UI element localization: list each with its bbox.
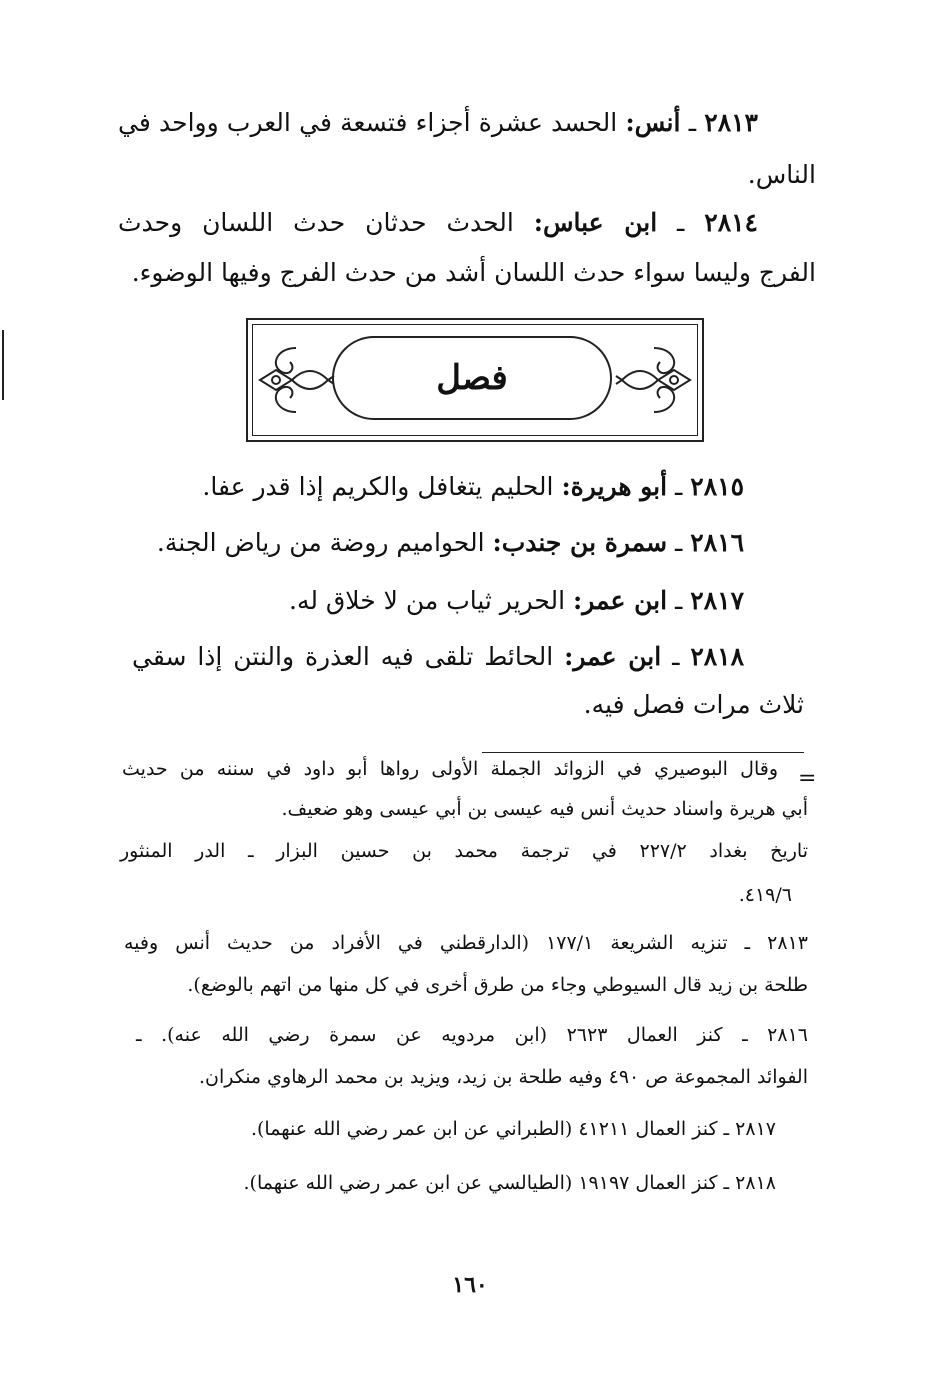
entry-number: ٢٨١٣ <box>704 108 758 137</box>
cartouche <box>332 336 612 420</box>
entry-2814-line2: الفرج وليسا سواء حدث اللسان أشد من حدث الفرج وفيها الوضوء. <box>131 258 816 287</box>
entry-2813-line2: الناس. <box>747 160 816 189</box>
section-heading-frame <box>246 318 704 442</box>
entry-2814-line1 <box>118 208 758 238</box>
footnote-line: ٢٨١٣ ـ تنزيه الشريعة ١٧٧/١ (الدارقطني في الأفراد من حديث أنس وفيه <box>124 932 808 954</box>
footnote-line: ٢٨١٨ ـ كنز العمال ١٩١٩٧ (الطيالسي عن ابن عمر رضي الله عنهما). <box>243 1172 776 1194</box>
entry-text: الحسد عشرة أجزاء فتسعة في العرب وواحد في <box>118 108 618 137</box>
entry-2818-line1 <box>132 642 744 672</box>
entry-number: ٢٨١٥ <box>690 472 744 501</box>
narrator-name: أبو هريرة: <box>561 472 668 501</box>
entry-dash: ـ <box>675 586 683 615</box>
footnote-line: الفوائد المجموعة ص ٤٩٠ وفيه طلحة بن زيد، ويزيد بن محمد الرهاوي منكران. <box>198 1066 808 1088</box>
entry-2815 <box>202 472 744 502</box>
entry-number: ٢٨١٧ <box>690 586 744 615</box>
entry-dash: ـ <box>688 108 697 137</box>
footnote-line: طلحة بن زيد قال السيوطي وجاء من طرق أخرى في كل منها من اتهم بالوضع). <box>187 974 808 996</box>
entry-2817 <box>289 586 744 616</box>
entry-2813-line1 <box>118 108 758 138</box>
narrator-name: ابن عمر: <box>564 642 662 671</box>
ornament-right-icon <box>614 340 694 420</box>
entry-dash: ـ <box>675 528 683 557</box>
footnote-line: وقال البوصيري في الزوائد الجملة الأولى رواها أبو داود في سننه من حديث <box>122 758 778 780</box>
entry-2818-line2: ثلاث مرات فصل فيه. <box>583 690 804 719</box>
entry-number: ٢٨١٦ <box>690 528 744 557</box>
entry-2816 <box>157 528 744 558</box>
narrator-name: ابن عباس: <box>533 208 658 237</box>
section-heading: فصل <box>436 358 508 398</box>
entry-text: الحليم يتغافل والكريم إذا قدر عفا. <box>202 472 554 501</box>
margin-line <box>2 330 4 400</box>
footnote-rule <box>482 752 804 753</box>
ornament-left-icon <box>256 340 336 420</box>
entry-text: الحائط تلقى فيه العذرة والنتن إذا سقي <box>132 642 554 671</box>
footnote-line: ٢٨١٧ ـ كنز العمال ٤١٢١١ (الطبراني عن ابن عمر رضي الله عنهما). <box>250 1118 776 1140</box>
footnote-line: ٢٨١٦ ـ كنز العمال ٢٦٢٣ (ابن مردويه عن سمرة رضي الله عنه). ـ <box>136 1024 808 1046</box>
entry-dash: ـ <box>672 642 680 671</box>
entry-text: الحدث حدثان حدث اللسان وحدث <box>118 208 514 237</box>
entry-text: الحواميم روضة من رياض الجنة. <box>156 528 485 557</box>
entry-number: ٢٨١٤ <box>704 208 758 237</box>
footnote-line: تاريخ بغداد ٢٢٧/٢ في ترجمة محمد بن حسين البزار ـ الدر المنثور <box>120 840 808 862</box>
narrator-name: سمرة بن جندب: <box>492 528 668 557</box>
entry-text: الحرير ثياب من لا خلاق له. <box>289 586 566 615</box>
footnote-line: أبي هريرة واسناد حديث أنس فيه عيسى بن أبي عيسى وهو ضعيف. <box>281 798 808 820</box>
page-number: ١٦٠ <box>452 1272 488 1298</box>
entry-dash: ـ <box>677 208 685 237</box>
footnote-line: ٤١٩/٦. <box>738 884 792 906</box>
entry-dash: ـ <box>675 472 683 501</box>
narrator-name: ابن عمر: <box>573 586 668 615</box>
narrator-name: أنس: <box>625 108 681 137</box>
continuation-mark: = <box>798 766 817 791</box>
entry-number: ٢٨١٨ <box>690 642 745 671</box>
